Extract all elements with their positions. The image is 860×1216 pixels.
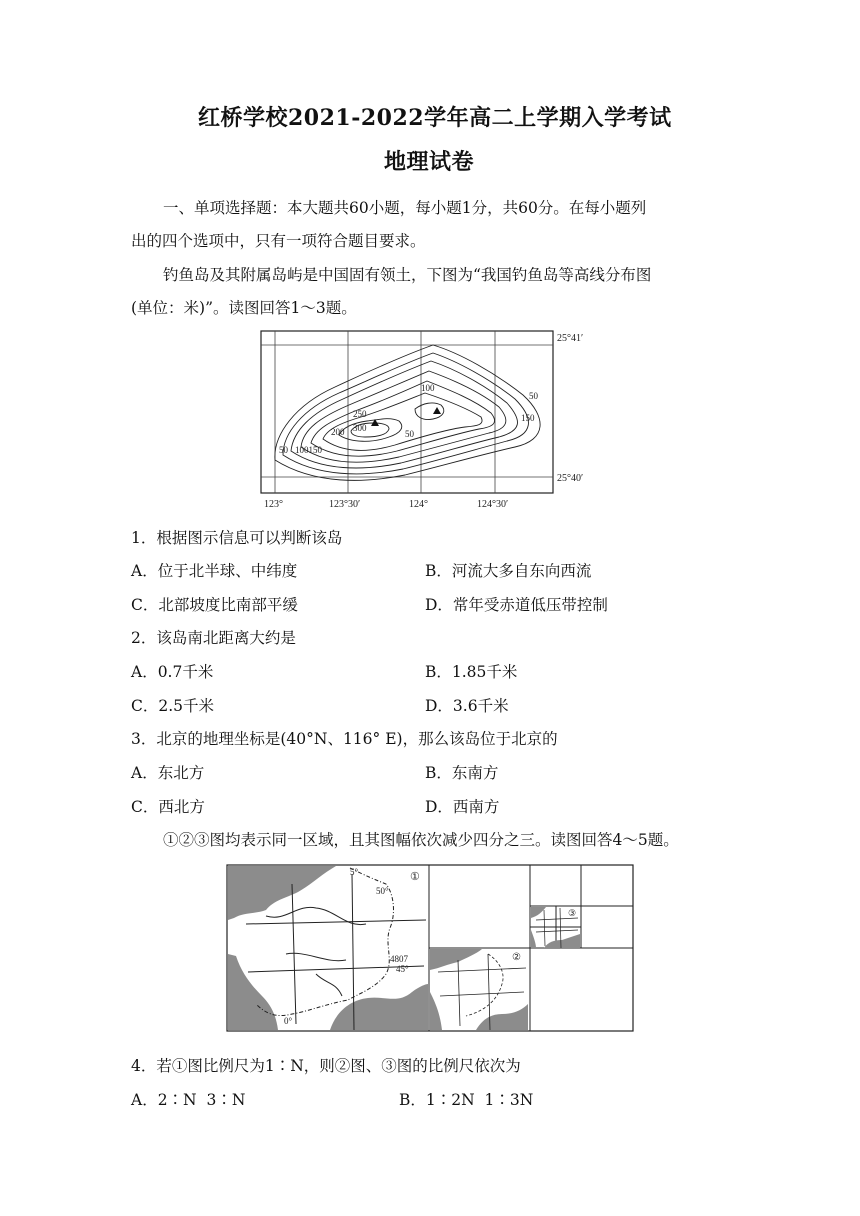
page-title: 红桥学校2021-2022学年高二上学期入学考试 xyxy=(198,105,672,131)
map-2-label: ② xyxy=(512,952,521,963)
nested-maps-figure xyxy=(226,864,636,1034)
lon-label-4: 124°30′ xyxy=(477,499,509,510)
question-1-stem: 1．根据图示信息可以判断该岛 xyxy=(131,529,343,547)
lat-top-label: 25°41′ xyxy=(557,333,584,344)
svg-text:200: 200 xyxy=(331,427,345,437)
lon-label-1: 123° xyxy=(264,499,283,510)
question-2-stem: 2．该岛南北距离大约是 xyxy=(131,629,296,647)
question-4-option-a: A．2∶N 3∶N xyxy=(131,1091,246,1109)
map-1-elev-label: 4807 xyxy=(390,954,408,964)
question-2-option-d: D．3.6千米 xyxy=(425,697,509,715)
map-1-lat45-label: 45° xyxy=(396,964,409,974)
svg-text:300: 300 xyxy=(353,423,367,433)
figure1-intro: 钓鱼岛及其附属岛屿是中国固有领土，下图为“我国钓鱼岛等高线分布图 xyxy=(163,266,652,284)
question-2-option-c: C．2.5千米 xyxy=(131,697,215,715)
svg-text:100: 100 xyxy=(421,383,435,393)
svg-text:50: 50 xyxy=(529,391,538,401)
question-3-stem: 3．北京的地理坐标是(40°N、116° E)，那么该岛位于北京的 xyxy=(131,730,558,748)
question-1-option-b: B．河流大多自东向西流 xyxy=(425,562,592,580)
map-1-lon0-label: 0° xyxy=(284,1016,293,1026)
question-3-option-d: D．西南方 xyxy=(425,798,500,816)
question-3-option-b: B．东南方 xyxy=(425,764,499,782)
page-subtitle: 地理试卷 xyxy=(384,149,475,175)
question-2-option-a: A．0.7千米 xyxy=(131,663,214,681)
section-instruction: 一、单项选择题：本大题共60小题，每小题1分，共60分。在每小题列 xyxy=(163,199,647,217)
question-1-option-a: A．位于北半球、中纬度 xyxy=(131,562,298,580)
svg-text:50: 50 xyxy=(279,445,288,455)
map-1-lat50-label: 50° xyxy=(376,886,389,896)
svg-text:100150: 100150 xyxy=(295,445,322,455)
lon-label-2: 123°30′ xyxy=(329,499,361,510)
contour-map xyxy=(255,325,615,515)
lat-bottom-label: 25°40′ xyxy=(557,473,584,484)
section-instruction-cont: 出的四个选项中，只有一项符合题目要求。 xyxy=(131,232,426,250)
question-2-option-b: B．1.85千米 xyxy=(425,663,518,681)
map-1-label: ① xyxy=(410,871,420,883)
svg-text:50: 50 xyxy=(405,429,414,439)
svg-text:150: 150 xyxy=(521,413,535,423)
question-1-option-d: D．常年受赤道低压带控制 xyxy=(425,596,608,614)
map-3-label: ③ xyxy=(568,908,577,918)
question-3-option-a: A．东北方 xyxy=(131,764,205,782)
question-4-stem: 4．若①图比例尺为1∶N，则②图、③图的比例尺依次为 xyxy=(131,1057,521,1075)
question-4-option-b: B．1∶2N 1∶3N xyxy=(399,1091,534,1109)
figure1-intro-cont: (单位：米)”。读图回答1～3题。 xyxy=(131,299,357,317)
map-1-lon5-label: 5° xyxy=(350,867,359,877)
question-1-option-c: C．北部坡度比南部平缓 xyxy=(131,596,298,614)
question-3-option-c: C．西北方 xyxy=(131,798,205,816)
svg-text:250: 250 xyxy=(353,409,367,419)
lon-label-3: 124° xyxy=(409,499,428,510)
figure2-intro: ①②③图均表示同一区域，且其图幅依次减少四分之三。读图回答4～5题。 xyxy=(163,831,679,849)
